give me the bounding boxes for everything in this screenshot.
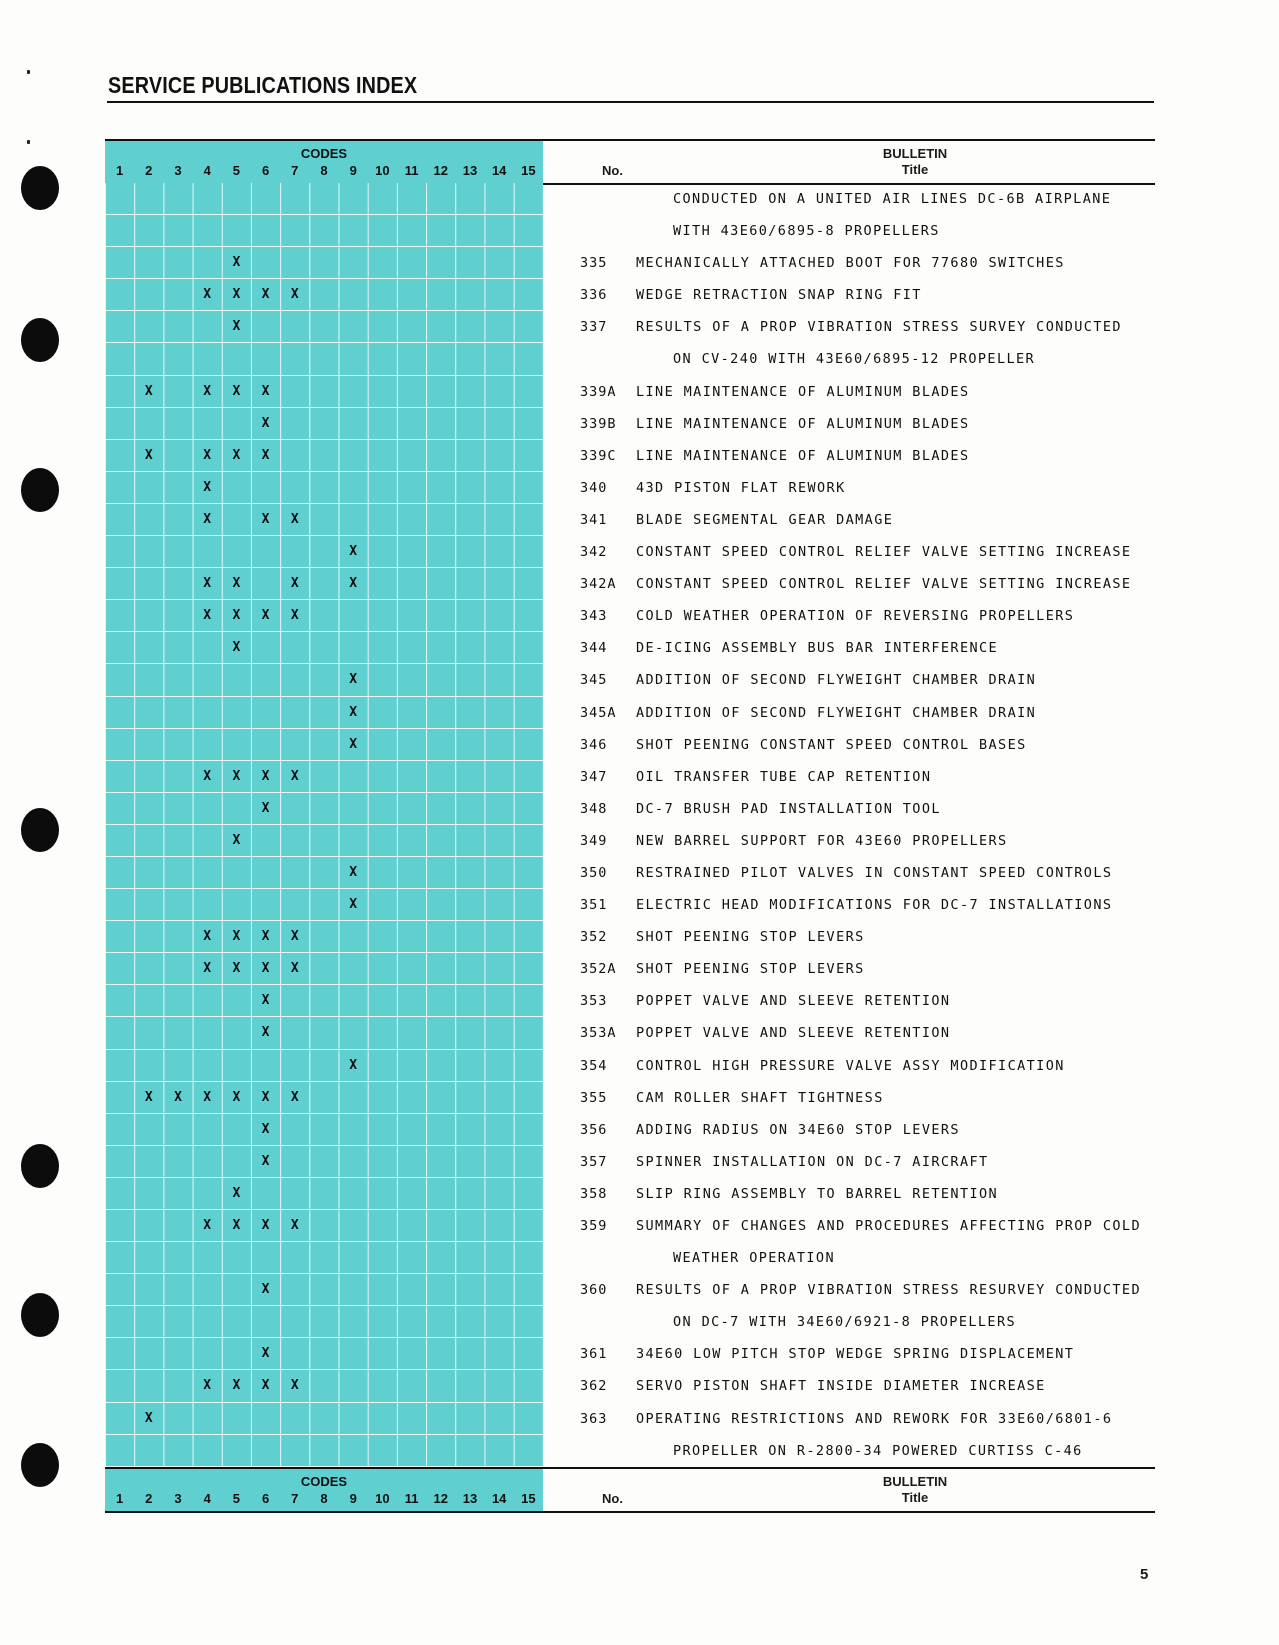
bulletin-title: ELECTRIC HEAD MODIFICATIONS FOR DC-7 INSTALLATIONS	[636, 897, 1113, 914]
bulletin-number: 360	[580, 1282, 608, 1299]
table-row	[105, 825, 1155, 857]
code-mark-7: X	[290, 1089, 299, 1105]
bulletin-title: SHOT PEENING CONSTANT SPEED CONTROL BASES	[636, 736, 1027, 753]
code-column-13: 13	[462, 1490, 478, 1506]
codes-cells	[105, 472, 543, 504]
footer-bottom-rule	[105, 1511, 1155, 1513]
code-mark-4: X	[203, 383, 212, 399]
bulletin-title: WEATHER OPERATION	[673, 1250, 835, 1267]
code-column-6: 6	[261, 163, 270, 178]
code-mark-5: X	[232, 608, 241, 624]
code-mark-5: X	[232, 1378, 241, 1394]
code-mark-6: X	[261, 1282, 270, 1298]
codes-cells	[105, 985, 543, 1017]
code-column-4: 4	[203, 163, 211, 178]
table-row	[105, 664, 1155, 696]
bulletin-title: SPINNER INSTALLATION ON DC-7 AIRCRAFT	[636, 1153, 989, 1170]
code-mark-7: X	[290, 576, 299, 592]
bulletin-title: ON DC-7 WITH 34E60/6921-8 PROPELLERS	[673, 1314, 1016, 1331]
code-mark-9: X	[349, 544, 358, 560]
bulletin-label	[835, 1474, 995, 1506]
codes-cells	[105, 343, 543, 375]
bulletin-title: LINE MAINTENANCE OF ALUMINUM BLADES	[636, 383, 970, 400]
code-mark-7: X	[290, 929, 299, 945]
bulletin-number: 349	[580, 832, 608, 849]
bulletin-number: 361	[580, 1346, 608, 1363]
code-mark-2: X	[144, 447, 153, 463]
code-mark-6: X	[261, 1346, 270, 1362]
table-header	[105, 139, 1155, 183]
code-column-5: 5	[232, 163, 240, 178]
code-mark-4: X	[203, 447, 212, 463]
code-column-2: 2	[145, 163, 153, 178]
bulletin-title: 34E60 LOW PITCH STOP WEDGE SPRING DISPLACEMENT	[636, 1346, 1075, 1363]
code-mark-5: X	[232, 255, 241, 271]
table-row	[105, 921, 1155, 953]
bulletin-title: RESTRAINED PILOT VALVES IN CONSTANT SPEED CONTROLS	[636, 864, 1113, 881]
bulletin-number: 343	[580, 608, 608, 625]
table-row	[105, 1370, 1155, 1402]
code-mark-4: X	[203, 511, 212, 527]
codes-cells	[105, 1178, 543, 1210]
bulletin-number: 348	[580, 800, 608, 817]
code-mark-5: X	[232, 768, 241, 784]
bulletin-number: 354	[580, 1057, 608, 1074]
codes-cells	[105, 857, 543, 889]
code-column-8: 8	[320, 1490, 328, 1506]
code-mark-3: X	[174, 1089, 182, 1105]
bulletin-number: 357	[580, 1153, 608, 1170]
code-mark-7: X	[290, 608, 299, 624]
bulletin-title: SHOT PEENING STOP LEVERS	[636, 961, 865, 978]
table-row	[105, 279, 1155, 311]
code-mark-4: X	[203, 768, 212, 784]
bulletin-number: 337	[580, 319, 608, 336]
code-mark-6: X	[261, 383, 270, 399]
codes-cells	[105, 1146, 543, 1178]
codes-cells	[105, 1210, 543, 1242]
bulletin-number: 358	[580, 1185, 608, 1202]
code-mark-4: X	[203, 1089, 212, 1105]
codes-cells	[105, 376, 543, 408]
bulletin-title: POPPET VALVE AND SLEEVE RETENTION	[636, 1025, 951, 1042]
codes-cells	[105, 825, 543, 857]
codes-cells	[105, 953, 543, 985]
code-mark-6: X	[261, 447, 270, 463]
code-column-1: 1	[115, 1490, 124, 1506]
bulletin-number: 362	[580, 1378, 608, 1395]
code-mark-9: X	[349, 672, 358, 688]
code-mark-6: X	[261, 511, 270, 527]
code-column-12: 12	[433, 1490, 449, 1506]
footer-top-rule	[543, 1467, 1155, 1469]
codes-cells	[105, 889, 543, 921]
bulletin-title: DE-ICING ASSEMBLY BUS BAR INTERFERENCE	[636, 640, 999, 657]
bulletin-title: BLADE SEGMENTAL GEAR DAMAGE	[636, 511, 894, 528]
bulletin-number: 342	[580, 544, 608, 561]
codes-label: CODES	[300, 1473, 348, 1489]
binder-speck	[27, 70, 30, 74]
code-mark-6: X	[261, 1121, 270, 1137]
code-mark-5: X	[232, 1089, 241, 1105]
codes-cells	[105, 408, 543, 440]
code-column-12: 12	[433, 163, 449, 178]
bulletin-title: DC-7 BRUSH PAD INSTALLATION TOOL	[636, 800, 941, 817]
table-row	[105, 729, 1155, 761]
table-row	[105, 1306, 1155, 1338]
code-mark-4: X	[203, 961, 212, 977]
table-row	[105, 1017, 1155, 1049]
code-mark-7: X	[290, 768, 299, 784]
bulletin-number: 345	[580, 672, 608, 689]
binder-hole	[21, 318, 59, 362]
code-column-7: 7	[291, 1490, 299, 1506]
bulletin-title: LINE MAINTENANCE OF ALUMINUM BLADES	[636, 447, 970, 464]
publications-table	[105, 139, 1155, 1511]
codes-cells	[105, 1050, 543, 1082]
codes-cells	[105, 664, 543, 696]
code-mark-4: X	[203, 1218, 212, 1233]
bulletin-heading: BULLETIN	[882, 146, 948, 161]
code-mark-6: X	[261, 1378, 270, 1394]
code-mark-7: X	[290, 1378, 299, 1394]
table-row	[105, 311, 1155, 343]
codes-cells	[105, 1435, 543, 1467]
no-label: No.	[602, 1490, 623, 1506]
table-row	[105, 1082, 1155, 1114]
code-mark-6: X	[261, 1025, 270, 1041]
binder-speck	[27, 140, 30, 144]
codes-cells	[105, 183, 543, 215]
codes-cells	[105, 536, 543, 568]
code-mark-4: X	[203, 1378, 212, 1394]
codes-cells	[105, 1306, 543, 1338]
code-mark-6: X	[261, 1153, 270, 1169]
table-row	[105, 1210, 1155, 1242]
code-column-6: 6	[261, 1490, 270, 1506]
bulletin-label	[835, 146, 995, 178]
codes-cells	[105, 793, 543, 825]
codes-cells	[105, 1017, 543, 1049]
code-mark-4: X	[203, 479, 212, 495]
table-row	[105, 1114, 1155, 1146]
table-row	[105, 215, 1155, 247]
codes-cells	[105, 697, 543, 729]
bulletin-title: CONSTANT SPEED CONTROL RELIEF VALVE SETTING INCREASE	[636, 544, 1132, 561]
binder-hole	[21, 166, 59, 210]
bulletin-title: COLD WEATHER OPERATION OF REVERSING PROPELLERS	[636, 608, 1075, 625]
bulletin-title: POPPET VALVE AND SLEEVE RETENTION	[636, 993, 951, 1010]
codes-cells	[105, 1403, 543, 1435]
code-mark-7: X	[290, 961, 299, 977]
bulletin-number: 345A	[580, 704, 617, 721]
code-mark-6: X	[261, 1089, 270, 1105]
table-row	[105, 985, 1155, 1017]
code-mark-5: X	[232, 832, 241, 848]
code-mark-5: X	[232, 1218, 241, 1233]
table-row	[105, 247, 1155, 279]
code-mark-6: X	[261, 1218, 270, 1233]
code-mark-6: X	[261, 929, 270, 945]
code-mark-6: X	[261, 415, 270, 431]
code-column-8: 8	[320, 163, 328, 178]
binder-hole	[21, 1144, 59, 1188]
table-row	[105, 1242, 1155, 1274]
code-column-10: 10	[375, 1490, 390, 1506]
code-mark-7: X	[290, 287, 299, 303]
codes-cells	[105, 921, 543, 953]
bulletin-title: MECHANICALLY ATTACHED BOOT FOR 77680 SWITCHES	[636, 255, 1065, 272]
bulletin-title: WEDGE RETRACTION SNAP RING FIT	[636, 287, 922, 304]
bulletin-title: CONDUCTED ON A UNITED AIR LINES DC-6B AIRPLANE	[673, 191, 1112, 207]
code-mark-5: X	[232, 929, 241, 945]
bulletin-title: PROPELLER ON R-2800-34 POWERED CURTISS C-46	[673, 1442, 1083, 1459]
table-row	[105, 1338, 1155, 1370]
code-column-15: 15	[521, 163, 536, 178]
code-mark-5: X	[232, 383, 241, 399]
code-mark-2: X	[144, 1410, 153, 1426]
table-row	[105, 697, 1155, 729]
code-column-11: 11	[404, 163, 419, 178]
table-row	[105, 600, 1155, 632]
table-row	[105, 1146, 1155, 1178]
title-rule	[107, 101, 1154, 103]
code-mark-5: X	[232, 1185, 241, 1201]
code-column-1: 1	[115, 163, 124, 178]
code-column-2: 2	[145, 1490, 153, 1506]
no-label: No.	[602, 163, 623, 178]
page-title: SERVICE PUBLICATIONS INDEX	[108, 72, 418, 98]
codes-label: CODES	[300, 146, 348, 161]
code-mark-9: X	[349, 864, 358, 880]
table-row	[105, 408, 1155, 440]
code-mark-4: X	[203, 287, 212, 303]
bulletin-title: ADDITION OF SECOND FLYWEIGHT CHAMBER DRAIN	[636, 704, 1037, 721]
bulletin-number: 339C	[580, 447, 617, 464]
code-mark-9: X	[349, 897, 358, 913]
code-column-3: 3	[174, 163, 182, 178]
codes-cells	[105, 279, 543, 311]
codes-cells	[105, 600, 543, 632]
table-row	[105, 953, 1155, 985]
table-row	[105, 376, 1155, 408]
table-row	[105, 1435, 1155, 1467]
code-mark-6: X	[261, 287, 270, 303]
code-column-7: 7	[291, 163, 299, 178]
bulletin-title: RESULTS OF A PROP VIBRATION STRESS SURVEY CONDUCTED	[636, 319, 1122, 336]
bulletin-number: 353	[580, 993, 608, 1010]
code-mark-6: X	[261, 768, 270, 784]
code-mark-5: X	[232, 287, 241, 303]
header-top-rule	[543, 139, 1155, 141]
code-column-14: 14	[491, 1490, 507, 1506]
code-column-4: 4	[203, 1490, 211, 1506]
title-heading: Title	[901, 162, 929, 177]
code-mark-6: X	[261, 800, 270, 816]
code-mark-9: X	[349, 576, 358, 592]
title-heading: Title	[901, 1489, 929, 1505]
code-mark-5: X	[232, 447, 241, 463]
bulletin-title: LINE MAINTENANCE OF ALUMINUM BLADES	[636, 415, 970, 432]
binder-hole	[21, 1293, 59, 1337]
bulletin-number: 363	[580, 1410, 608, 1427]
bulletin-title: CONTROL HIGH PRESSURE VALVE ASSY MODIFICATION	[636, 1057, 1065, 1074]
code-mark-2: X	[144, 1089, 153, 1105]
code-mark-6: X	[261, 993, 270, 1009]
table-row	[105, 472, 1155, 504]
table-row	[105, 568, 1155, 600]
bulletin-title: NEW BARREL SUPPORT FOR 43E60 PROPELLERS	[636, 832, 1008, 849]
bulletin-title: SLIP RING ASSEMBLY TO BARREL RETENTION	[636, 1185, 999, 1202]
bulletin-title: 43D PISTON FLAT REWORK	[636, 479, 846, 496]
bulletin-title: SERVO PISTON SHAFT INSIDE DIAMETER INCREASE	[636, 1378, 1046, 1395]
bulletin-title: SHOT PEENING STOP LEVERS	[636, 929, 865, 946]
bulletin-number: 356	[580, 1121, 608, 1138]
code-mark-5: X	[232, 319, 241, 335]
code-mark-9: X	[349, 1057, 358, 1073]
table-row	[105, 1178, 1155, 1210]
bulletin-number: 353A	[580, 1025, 617, 1042]
table-footer-header	[105, 1467, 1155, 1511]
code-mark-9: X	[349, 736, 358, 752]
bulletin-number: 339A	[580, 383, 617, 400]
code-mark-4: X	[203, 576, 212, 592]
table-row	[105, 183, 1155, 215]
bulletin-title: ADDITION OF SECOND FLYWEIGHT CHAMBER DRAIN	[636, 672, 1037, 689]
codes-cells	[105, 568, 543, 600]
table-row	[105, 1274, 1155, 1306]
bulletin-number: 351	[580, 897, 608, 914]
binder-hole	[21, 468, 59, 512]
bulletin-title: ON CV-240 WITH 43E60/6895-12 PROPELLER	[673, 351, 1036, 368]
table-row	[105, 857, 1155, 889]
bulletin-number: 350	[580, 864, 608, 881]
table-row	[105, 1403, 1155, 1435]
codes-cells	[105, 215, 543, 247]
table-row	[105, 632, 1155, 664]
codes-cells	[105, 1370, 543, 1402]
code-column-14: 14	[491, 163, 507, 178]
code-column-5: 5	[232, 1490, 240, 1506]
binder-hole	[21, 1443, 59, 1487]
codes-cells	[105, 761, 543, 793]
table-row	[105, 793, 1155, 825]
bulletin-number: 340	[580, 479, 608, 496]
codes-cells	[105, 311, 543, 343]
codes-cells	[105, 1274, 543, 1306]
codes-cells	[105, 440, 543, 472]
bulletin-number: 352	[580, 929, 608, 946]
bulletin-title: SUMMARY OF CHANGES AND PROCEDURES AFFECTING PROP COLD	[636, 1218, 1141, 1234]
codes-cells	[105, 729, 543, 761]
bulletin-title: CONSTANT SPEED CONTROL RELIEF VALVE SETTING INCREASE	[636, 576, 1132, 593]
code-column-10: 10	[375, 163, 390, 178]
bulletin-number: 342A	[580, 576, 617, 593]
bulletin-number: 339B	[580, 415, 617, 432]
table-row	[105, 440, 1155, 472]
code-mark-5: X	[232, 576, 241, 592]
table-row	[105, 504, 1155, 536]
table-row	[105, 761, 1155, 793]
code-mark-6: X	[261, 608, 270, 624]
codes-cells	[105, 1338, 543, 1370]
bulletin-heading: BULLETIN	[882, 1473, 948, 1489]
bulletin-title: OPERATING RESTRICTIONS AND REWORK FOR 33E60/6801-6	[636, 1410, 1113, 1427]
table-row	[105, 889, 1155, 921]
codes-cells	[105, 1114, 543, 1146]
code-column-13: 13	[462, 163, 478, 178]
bulletin-title: RESULTS OF A PROP VIBRATION STRESS RESURVEY CONDUCTED	[636, 1282, 1141, 1299]
bulletin-title: WITH 43E60/6895-8 PROPELLERS	[673, 223, 940, 240]
table-body	[105, 183, 1155, 1467]
code-column-9: 9	[349, 163, 357, 178]
code-mark-6: X	[261, 961, 270, 977]
bulletin-title: CAM ROLLER SHAFT TIGHTNESS	[636, 1089, 884, 1106]
bulletin-number: 352A	[580, 961, 617, 978]
bulletin-title: OIL TRANSFER TUBE CAP RETENTION	[636, 768, 932, 785]
table-row	[105, 1050, 1155, 1082]
code-column-9: 9	[349, 1490, 357, 1506]
bulletin-number: 347	[580, 768, 608, 785]
code-mark-2: X	[144, 383, 153, 399]
bulletin-title: ADDING RADIUS ON 34E60 STOP LEVERS	[636, 1121, 960, 1138]
code-column-11: 11	[404, 1490, 419, 1506]
bulletin-number: 346	[580, 736, 608, 753]
code-column-15: 15	[521, 1490, 536, 1506]
codes-cells	[105, 247, 543, 279]
page-number: 5	[1140, 1566, 1149, 1583]
code-mark-5: X	[232, 640, 241, 656]
bulletin-number: 336	[580, 287, 608, 304]
bulletin-number: 341	[580, 511, 608, 528]
bulletin-number: 355	[580, 1089, 608, 1106]
codes-cells	[105, 632, 543, 664]
code-mark-9: X	[349, 704, 358, 720]
table-row	[105, 536, 1155, 568]
bulletin-number: 344	[580, 640, 608, 657]
code-mark-4: X	[203, 929, 212, 945]
bulletin-number: 335	[580, 255, 608, 272]
code-mark-5: X	[232, 961, 241, 977]
codes-cells	[105, 1242, 543, 1274]
code-mark-4: X	[203, 608, 212, 624]
codes-cells	[105, 504, 543, 536]
code-mark-7: X	[290, 511, 299, 527]
bulletin-number: 359	[580, 1218, 608, 1234]
code-column-3: 3	[174, 1490, 182, 1506]
table-row	[105, 343, 1155, 375]
code-mark-7: X	[290, 1218, 299, 1233]
binder-hole	[21, 808, 59, 852]
